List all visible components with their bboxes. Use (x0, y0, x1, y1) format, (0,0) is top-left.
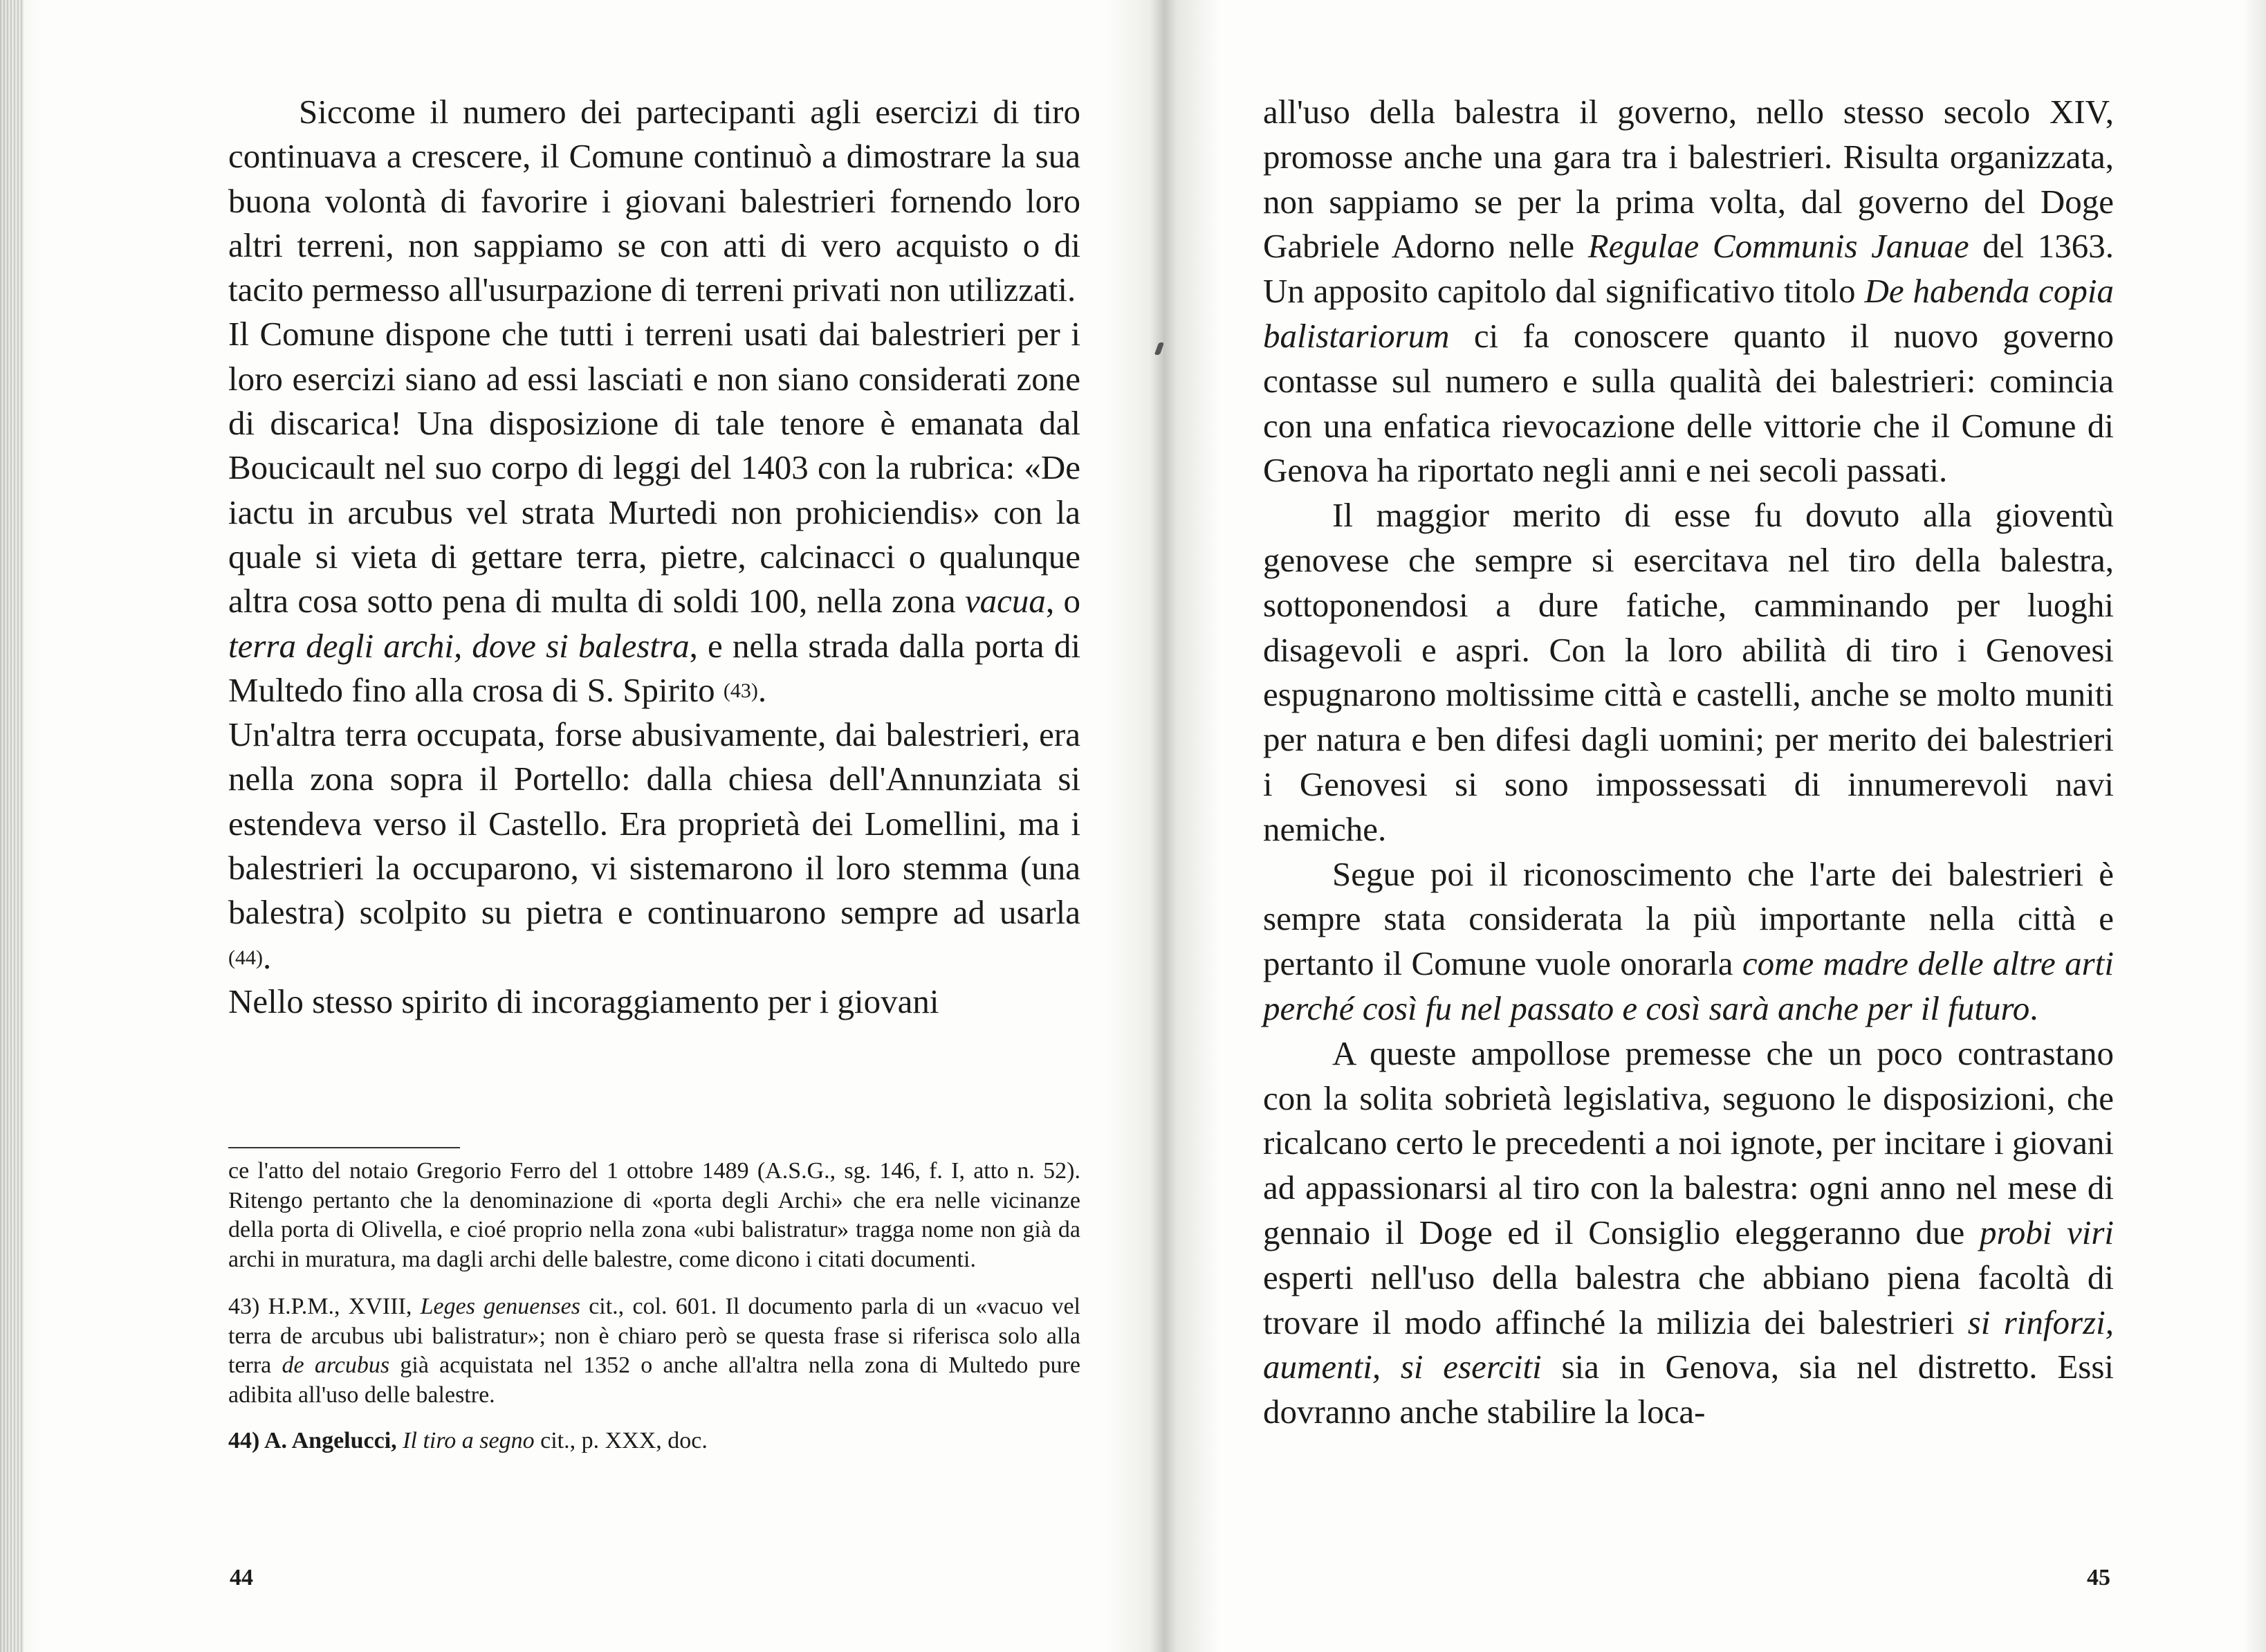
text-run: Segue poi il riconoscimento che l'arte dei balestrieri è sempre stata considerata la più importante nella città e pertanto il Comune vuole onorarla (1263, 854, 2114, 983)
text-run: ci fa conoscere quanto il nuovo governo contasse sul numero e sulla qualità dei balestrieri: comincia con una enfatica rievocazione delle vittorie che il Comune di Genova ha riportato negli anni e nei secoli passati. (1263, 316, 2114, 490)
text-run: . (757, 670, 767, 709)
page-number-left: 44 (230, 1565, 253, 1590)
italic-run: Il tiro a segno (403, 1428, 535, 1453)
text-run: 44) A. Angelucci, (228, 1428, 403, 1453)
text-run: A queste ampollose premesse che un poco contrastano con la solita sobrietà legislativa, seguono le disposizioni, che ricalcano certo le precedenti a noi ignote, per incitare i giovani ad appassionarsi al tiro con la balestra: ogni anno nel mese di gennaio il Doge ed il Consiglio eleggeranno due (1263, 1034, 2114, 1251)
ink-mark (1154, 342, 1163, 355)
text-run: 43) H.P.M., XVIII, (228, 1294, 421, 1319)
text-run: sia in Genova, sia nel distretto. Essi dovranno anche stabilire la loca- (1263, 1348, 2114, 1431)
italic-run: terra degli archi, dove si balestra (228, 626, 690, 665)
footnote-rule (228, 1147, 460, 1148)
footnote-44 (228, 1426, 1080, 1456)
footnote-43 (228, 1292, 1080, 1410)
italic-run: Regulae Communis Januae (1587, 227, 1969, 266)
italic-run: come madre delle altre arti perché così fu nel passato e così sarà anche per il futuro (1263, 944, 2114, 1027)
text-run: già acquistata nel 1352 o anche all'altra nella zona di Multedo pure adibita all'uso delle balestre. (228, 1352, 1081, 1408)
text-run: esperti nell'uso della balestra che abbiano piena facoltà di trovare il modo affinché la milizia dei balestrieri (1263, 1258, 2114, 1341)
left-paragraph-1 (228, 90, 1080, 312)
italic-run: vacua (964, 582, 1046, 621)
footnote-continuation (228, 1157, 1080, 1274)
right-page (1163, 0, 2266, 1652)
text-run: . (2029, 989, 2038, 1027)
left-paragraph-4 (228, 980, 1080, 1024)
italic-run: Leges genuenses (420, 1294, 580, 1319)
text-run: Nello stesso spirito di incoraggiamento per i giovani (228, 982, 939, 1020)
italic-run: probi viri (1979, 1213, 2114, 1251)
right-paragraph-4 (1263, 1031, 2114, 1435)
page-number-right: 45 (2087, 1565, 2110, 1590)
left-body-text (228, 90, 1080, 1024)
text-run: cit., col. 601. Il documento parla di un «vacuo vel terra de arcubus ubi balistratur»; non è chiaro però se questa frase si riferisca solo alla terra (228, 1294, 1081, 1378)
text-run: , o (1045, 582, 1080, 621)
left-paragraph-2 (228, 312, 1080, 713)
italic-run: de arcubus (282, 1352, 390, 1378)
right-paragraph-1 (1263, 90, 2114, 493)
right-body-text (1263, 90, 2114, 1435)
left-paragraph-3 (228, 713, 1080, 980)
text-run: Siccome il numero dei partecipanti agli esercizi di tiro continuava a crescere, il Comune continuò a dimostrare la sua buona volontà di favorire i giovani balestrieri fornendo loro altri terreni, non sappiamo se con atti di vero acquisto o di tacito permesso all'usurpazione di terreni privati non utilizzati. (228, 93, 1080, 309)
text-run: Un'altra terra occupata, forse abusivamente, dai balestrieri, era nella zona sopra il Portello: dalla chiesa dell'Annunziata si estendeva verso il Castello. Era proprietà dei Lomellini, ma i balestrieri la occuparono, vi sistemarono il loro stemma (una balestra) scolpito su pietra e continuarono sempre ad usarla (228, 715, 1080, 932)
text-run: , e nella strada dalla porta di Multedo fino alla crosa di S. Spirito (228, 626, 1080, 709)
italic-run: De habenda copia balistariorum (1263, 272, 2114, 355)
text-run: cit., p. XXX, doc. (534, 1428, 708, 1453)
footnotes (228, 1157, 1080, 1469)
italic-run: si rinforzi, aumenti, si eserciti (1263, 1303, 2115, 1386)
text-run: all'uso della balestra il governo, nello stesso secolo XIV, promosse anche una gara tra i balestrieri. Risulta organizzata, non sappiamo se per la prima volta, dal governo del Doge Gabriele Adorno nelle (1263, 93, 2114, 266)
text-run: del 1363. Un apposito capitolo dal significativo titolo (1263, 227, 2114, 311)
right-paragraph-2 (1263, 493, 2114, 852)
footnote-ref-43[interactable]: (43) (723, 679, 758, 702)
page-edge-stack (0, 0, 24, 1652)
text-run: Il maggior merito di esse fu dovuto alla gioventù genovese che sempre si esercitava nel tiro della balestra, sottoponendosi a dure fatiche, camminando per luoghi disagevoli e aspri. Con la loro abilità di tiro i Genovesi espugnarono moltissime città e castelli, anche se molto muniti per natura e ben difesi dagli uomini; per merito dei balestrieri i Genovesi si sono impossessati di innumerevoli navi nemiche. (1263, 496, 2114, 848)
footnote-ref-44[interactable]: (44) (228, 946, 263, 969)
text-run: Il Comune dispone che tutti i terreni usati dai balestrieri per i loro esercizi siano ad essi lasciati e non siano considerati zone di discarica! Una disposizione di tale tenore è emanata dal Boucicault nel suo corpo di leggi del 1403 con la rubrica: «De iactu in arcubus vel strata Murtedi non prohiciendis» con la quale si vieta di gettare terra, pietre, calcinacci o qualunque altra cosa sotto pena di multa di soldi 100, nella zona (228, 315, 1080, 621)
right-paragraph-3 (1263, 852, 2114, 1031)
text-run: ce l'atto del notaio Gregorio Ferro del 1 ottobre 1489 (A.S.G., sg. 146, f. I, atto n. 52). Ritengo pertanto che la denominazione di «porta degli Archi» che era nelle vicinanze della porta di Olivella, e cioé proprio nella zona «ubi balistratur» tragga nome non già da archi in muratura, ma dagli archi delle balestre, come dicono i citati documenti. (228, 1158, 1080, 1272)
text-run: . (262, 937, 272, 976)
